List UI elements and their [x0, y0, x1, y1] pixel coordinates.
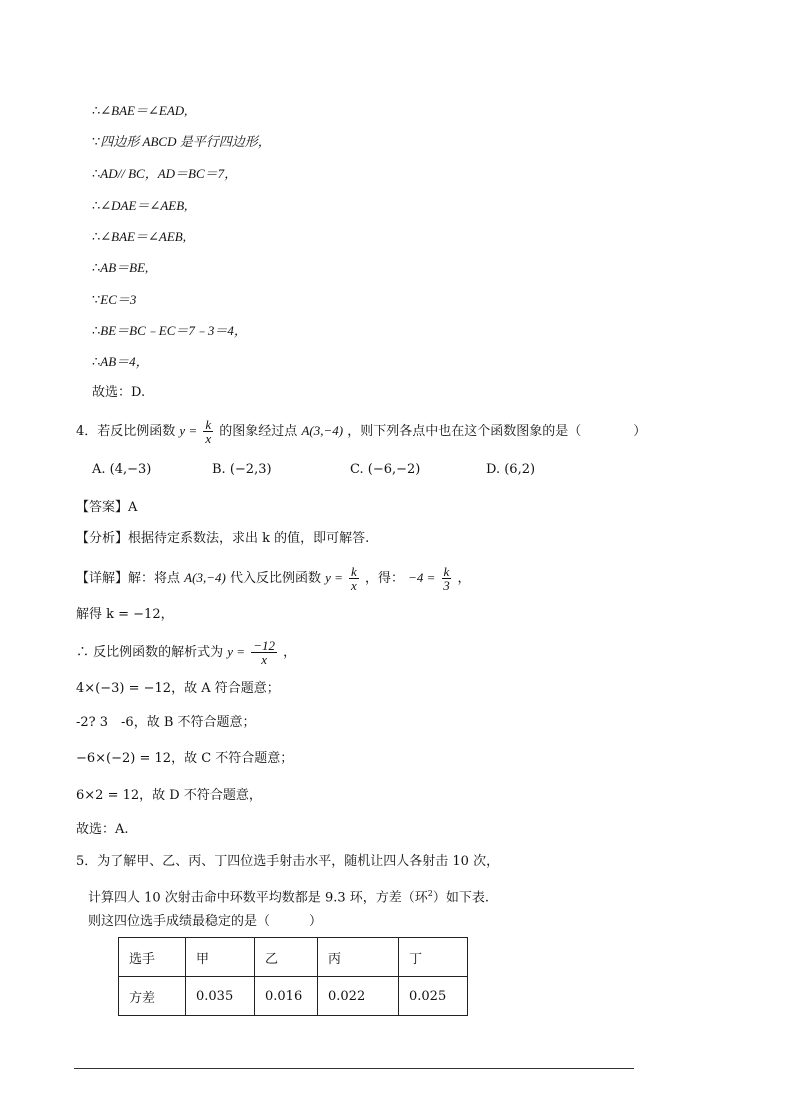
proof-line: ∴∠BAE＝∠AEB,: [92, 229, 186, 245]
table-cell: 0.035: [186, 977, 255, 1016]
proof-line: ∴∠BAE＝∠EAD,: [92, 103, 188, 119]
check-b: -2? 3 -6，故 B 不符合题意；: [76, 715, 256, 730]
proof-line: ∴AB＝4，: [92, 354, 149, 370]
function-fraction: $\frac{-12}{x}$: [253, 638, 275, 667]
function-line: ∴ 反比例函数的解析式为 y = $\frac{-12}{x}$ ，: [76, 638, 297, 667]
option-b: B. (−2,3): [212, 462, 272, 477]
analysis: 【分析】根据待定系数法，求出 k 的值，即可解答.: [76, 531, 370, 546]
check-d: 6×2 = 12，故 D 不符合题意，: [76, 788, 262, 803]
check-c: −6×(−2) = 12，故 C 不符合题意；: [76, 751, 294, 766]
q5-line1: 5．为了解甲、乙、丙、丁四位选手射击水平，随机让四人各射击 10 次，: [76, 854, 500, 869]
proof-line: ∴BE＝BC﹣EC＝7﹣3＝4，: [92, 323, 247, 339]
table-cell: 乙: [255, 938, 318, 977]
detail-fraction-2: $\frac{k}{3}$: [443, 564, 450, 593]
table-cell: 方差: [119, 977, 186, 1016]
proof-line: ∵EC＝3: [92, 292, 137, 308]
q5-line3: 则这四位选手成绩最稳定的是（ ）: [88, 914, 323, 929]
table-row: [119, 977, 468, 1016]
table-cell: 0.016: [255, 977, 318, 1016]
proof-line: ∴AB＝BE,: [92, 260, 149, 276]
detail-fraction: $\frac{k}{x}$: [351, 564, 357, 593]
q4-point: A(3,−4): [301, 423, 344, 438]
table-cell: 选手: [119, 938, 186, 977]
q4-stem: 4．若反比例函数 y = $\frac{k}{x}$ 的图象经过点 A(3,−4) ，则下列各点中也在这个函数图象的是（ ）: [76, 417, 647, 446]
variance-table: [118, 937, 468, 1016]
option-c: C. (−6,−2): [350, 462, 421, 477]
proof-line: ∴∠DAE＝∠AEB,: [92, 198, 188, 214]
answer-tag: 【答案】A: [76, 500, 138, 515]
option-a: A. (4,−3): [92, 462, 152, 477]
option-d: D. (6,2): [486, 462, 536, 477]
proof-line: ∵四边形 ABCD 是平行四边形，: [92, 134, 271, 150]
q4-final: 故选：A.: [76, 822, 129, 837]
footer-divider: [74, 1068, 634, 1069]
q4-fraction: $\frac{k}{x}$: [205, 417, 212, 446]
check-a: 4×(−3) = −12，故 A 符合题意；: [76, 681, 280, 696]
proof-line: ∴AD// BC，AD＝BC＝7，: [92, 166, 238, 182]
table-cell: 丙: [318, 938, 399, 977]
table-cell: 0.025: [399, 977, 468, 1016]
q5-line2: 计算四人 10 次射击命中环数平均数都是 9.3 环，方差（环$^2$）如下表.: [88, 889, 489, 906]
table-cell: 丁: [399, 938, 468, 977]
detail-line: 【详解】解：将点 A(3,−4) 代入反比例函数 y = $\frac{k}{x}$ ，得： −4 = $\frac{k}{3}$ ，: [76, 564, 471, 593]
proof-answer: 故选：D.: [92, 385, 146, 400]
table-header-row: [119, 938, 468, 977]
solve-line: 解得 k = −12，: [76, 607, 174, 622]
table-cell: 0.022: [318, 977, 399, 1016]
table-cell: 甲: [186, 938, 255, 977]
q4-y-eq: y =: [179, 423, 198, 438]
